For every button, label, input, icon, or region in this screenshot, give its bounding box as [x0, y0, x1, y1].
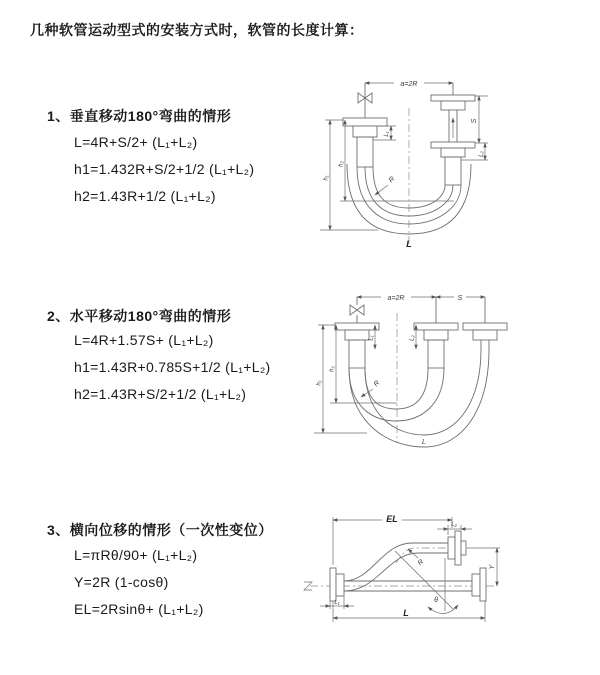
dim-label-L1: L₁	[334, 600, 340, 606]
dim-label-h2: h₂	[338, 161, 345, 167]
dim-label-h1: h₁	[323, 175, 330, 181]
middle-pipe-assembly	[414, 297, 458, 368]
section2-heading: 2、水平移动180°弯曲的情形	[47, 308, 232, 324]
dim-label-EL: EL	[386, 514, 398, 524]
left-pipe-assembly	[335, 297, 379, 368]
hose-u-curves	[349, 349, 489, 447]
section1-formula-L: L=4R+S/2+ (L₁+L₂)	[74, 134, 198, 150]
section2-formula-L: L=4R+1.57S+ (L₁+L₂)	[74, 332, 214, 348]
radius-label: R	[387, 175, 397, 185]
length-label: L	[422, 439, 426, 446]
diagram-horizontal-180-bend	[312, 283, 600, 461]
section3-formula-Y: Y=2R (1-cosθ)	[74, 574, 169, 590]
dim-label-L2: L₂	[451, 522, 457, 528]
length-label: L	[406, 239, 412, 249]
dimensions	[314, 292, 485, 446]
braided-hose-section	[428, 340, 444, 368]
dim-label-S: S	[471, 118, 478, 124]
dimensions	[320, 512, 500, 622]
right-pipe-assembly	[463, 297, 507, 349]
braided-hose-section	[349, 340, 365, 368]
dim-label-L: L	[403, 608, 409, 618]
dim-label-Y: Y	[489, 564, 496, 570]
radius-label: R	[416, 558, 426, 568]
left-pipe-assembly	[343, 83, 387, 167]
radius-label: R	[372, 379, 382, 389]
section3-heading: 3、横向位移的情形（一次性变位）	[47, 522, 273, 538]
page-title: 几种软管运动型式的安装方式时，软管的长度计算：	[30, 22, 364, 38]
section1-formula-h2: h2=1.43R+1/2 (L₁+L₂)	[74, 188, 216, 204]
right-pipe-assembly	[431, 83, 475, 185]
section1-heading: 1、垂直移动180°弯曲的情形	[47, 108, 232, 124]
section2-formula-h2: h2=1.43R+S/2+1/2 (L₁+L₂)	[74, 386, 247, 402]
section3-formula-L: L=πRθ/90+ (L₁+L₂)	[74, 547, 198, 563]
dim-label-h2: h₂	[329, 366, 336, 372]
braided-hose-section	[445, 157, 461, 185]
diagram-lateral-displacement	[300, 503, 600, 645]
section1-formula-h1: h1=1.432R+S/2+1/2 (L₁+L₂)	[74, 161, 255, 177]
dim-label-a2R: a=2R	[400, 81, 418, 88]
dim-label-a2R: a=2R	[387, 295, 405, 302]
dim-label-L1: L₁	[368, 335, 375, 341]
dim-label-L2: L₂	[409, 335, 416, 341]
dim-label-h1: h₁	[316, 380, 323, 386]
valve-icon	[350, 305, 364, 315]
dim-label-L1: L₁	[384, 131, 390, 137]
section2-formula-h1: h1=1.43R+0.785S+1/2 (L₁+L₂)	[74, 359, 271, 375]
diagram-vertical-180-bend	[318, 68, 590, 260]
dim-label-theta: θ	[434, 597, 438, 604]
braided-hose-section	[357, 137, 373, 167]
left-flange-assembly	[330, 568, 344, 601]
dim-label-S: S	[457, 295, 463, 302]
section3-formula-EL: EL=2Rsinθ+ (L₁+L₂)	[74, 601, 204, 617]
dim-label-L2: L₂	[478, 151, 485, 157]
